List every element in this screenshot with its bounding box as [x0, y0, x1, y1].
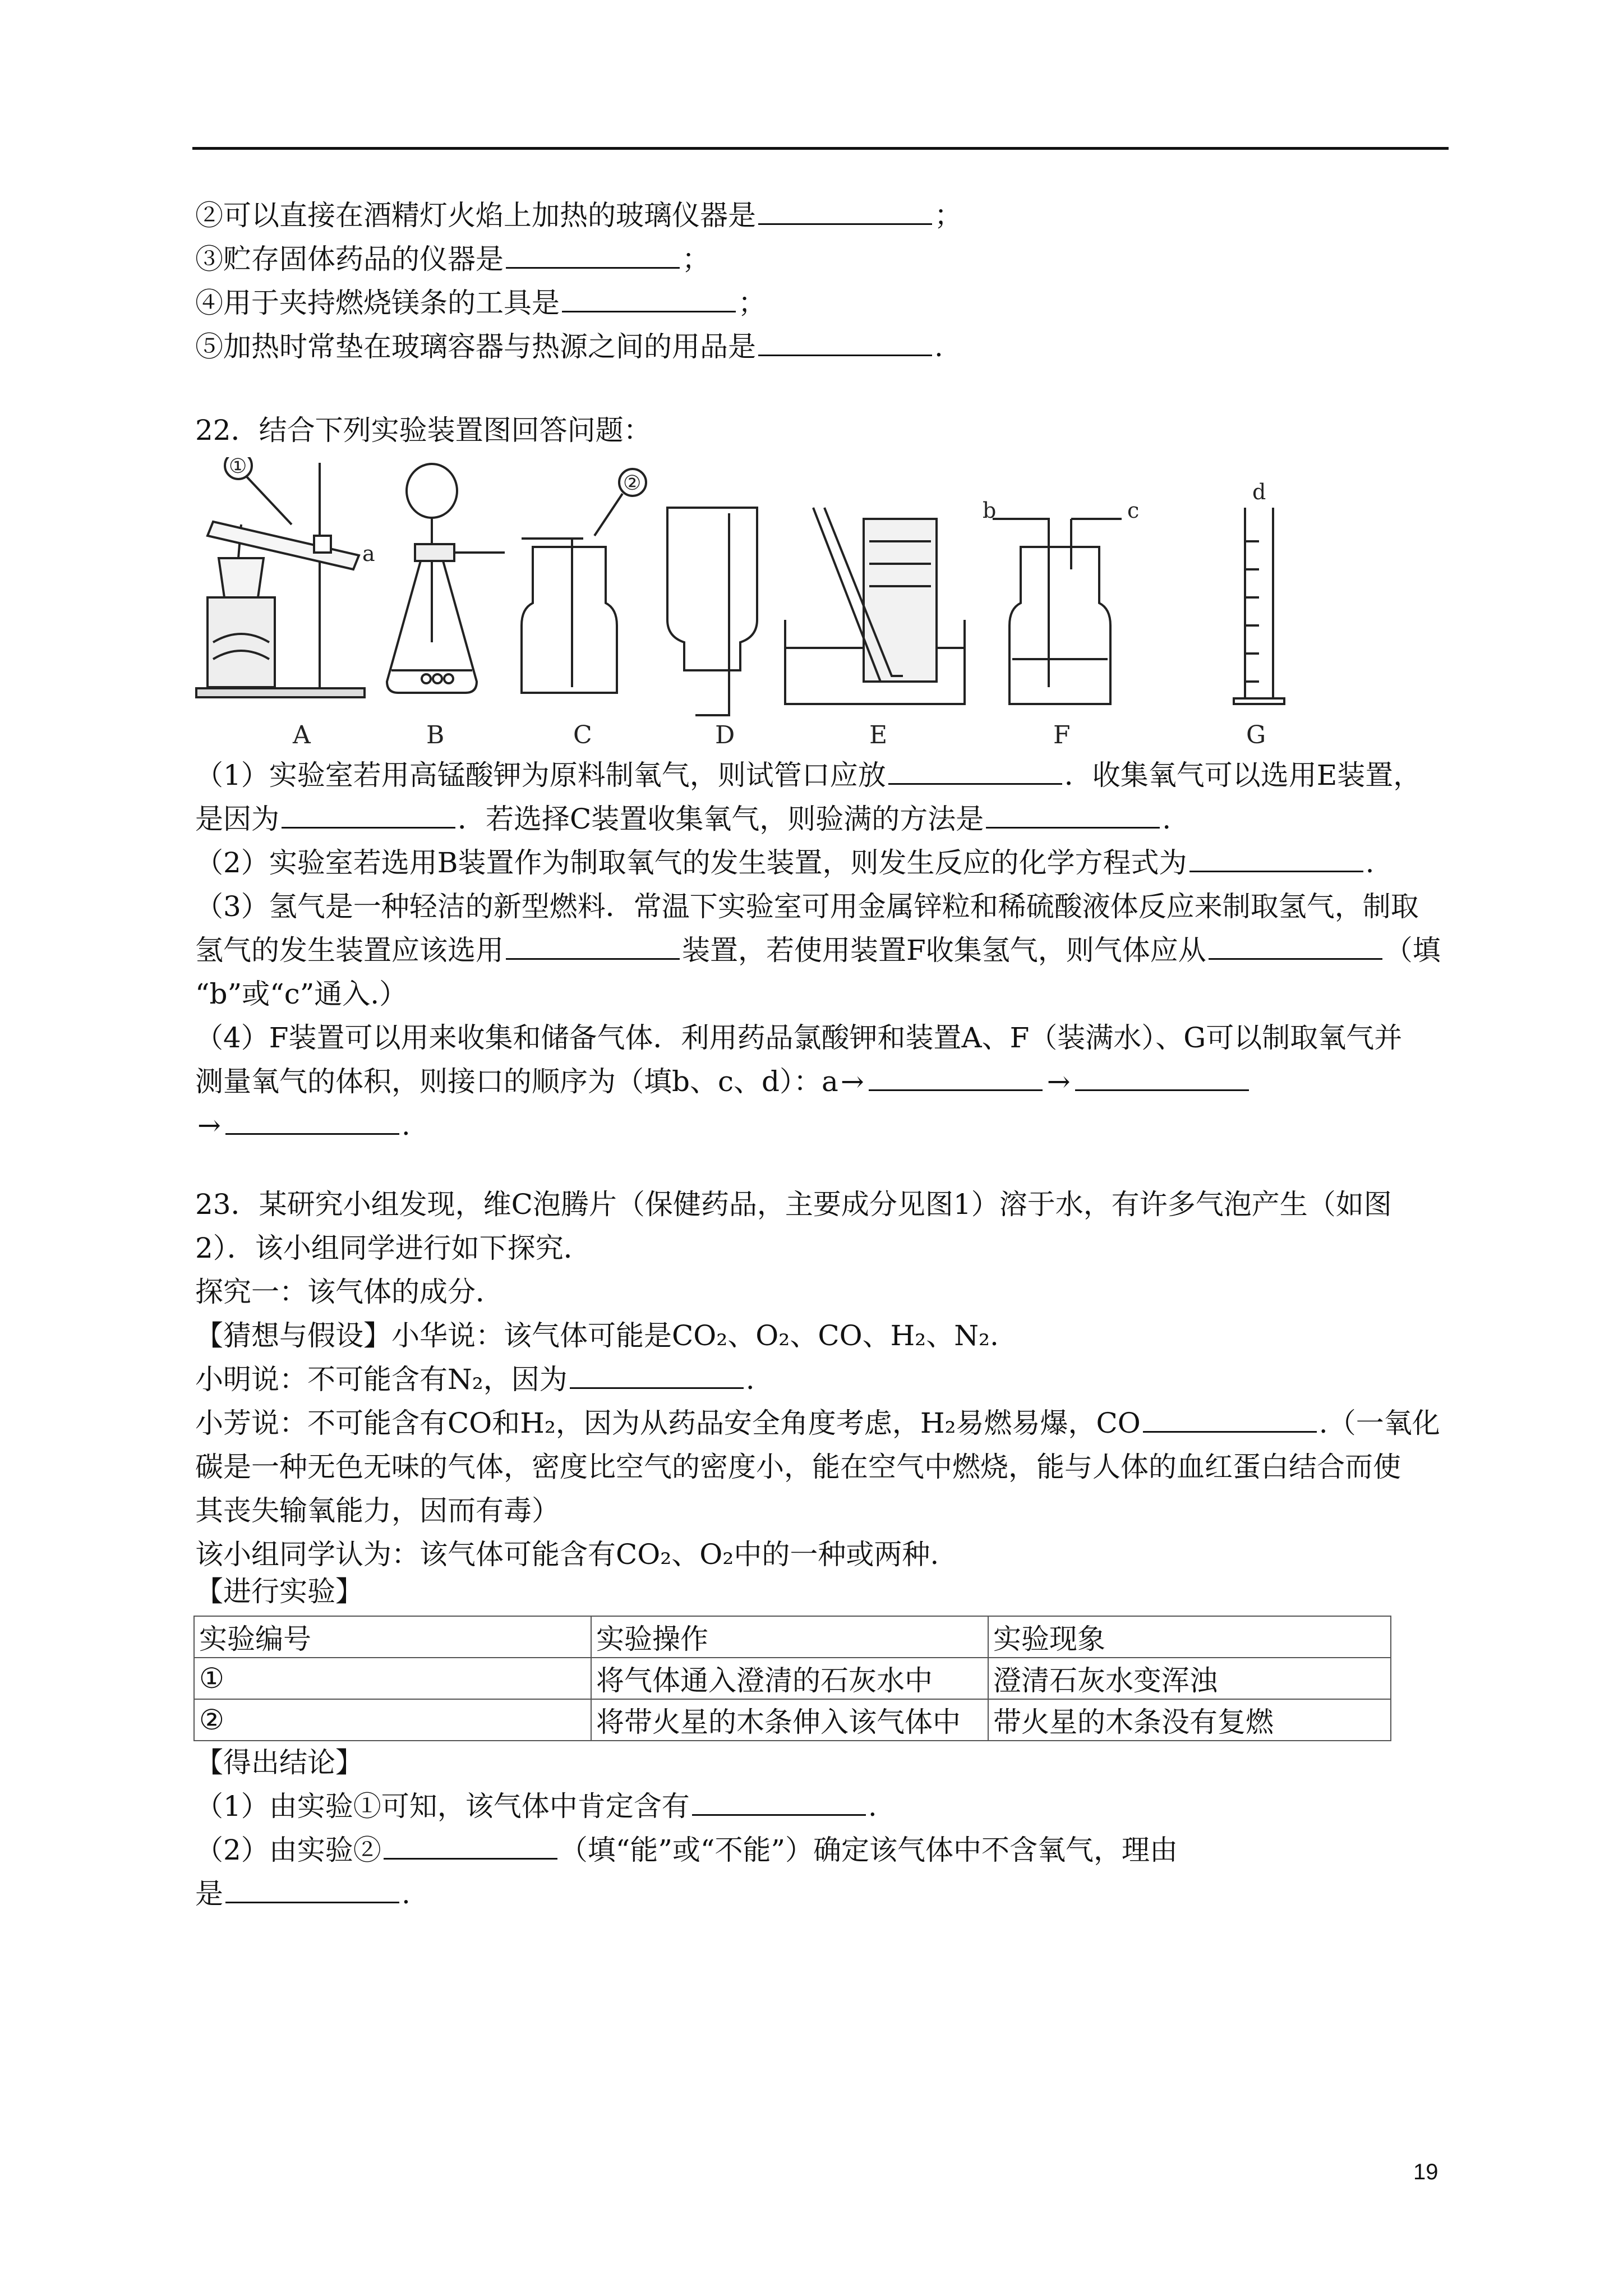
page-number: 19 [1413, 2160, 1438, 2184]
answer-blank[interactable] [758, 199, 932, 225]
mark-d: d [1252, 480, 1266, 504]
arrow-icon: → [1046, 1065, 1071, 1098]
answer-blank[interactable] [758, 330, 932, 356]
q23-xiaofang: 小芳说：不可能含有CO和H₂，因为从药品安全角度考虑，H₂易燃易爆，CO .（一氧化 [195, 1407, 1440, 1439]
apparatus-c [522, 469, 646, 693]
q23-line1: 23．某研究小组发现，维C泡腾片（保健药品，主要成分见图1）溶于水，有许多气泡产生（如图 [195, 1188, 1392, 1221]
q21-line-3: ③贮存固体药品的仪器是 ； [195, 243, 710, 275]
table-cell: 将带火星的木条伸入该气体中 [591, 1699, 988, 1741]
q23-conclusion-heading: 【得出结论】 [195, 1746, 363, 1779]
label-a: A [293, 721, 311, 749]
answer-blank[interactable] [1143, 1406, 1317, 1433]
q23-line2: 2）．该小组同学进行如下探究． [195, 1232, 592, 1264]
answer-blank[interactable] [384, 1833, 557, 1860]
mark-two: ② [623, 472, 642, 495]
table-header-row [194, 1616, 1391, 1658]
answer-blank[interactable] [1209, 933, 1382, 960]
answer-blank[interactable] [562, 286, 736, 312]
answer-blank[interactable] [282, 802, 455, 829]
label-b: B [426, 721, 445, 749]
q23-xiaoming: 小明说：不可能含有N₂，因为 . [195, 1363, 755, 1396]
answer-blank[interactable] [506, 242, 680, 269]
q21-line-5: ⑤加热时常垫在玻璃容器与热源之间的用品是 . [195, 330, 943, 363]
answer-blank[interactable] [1075, 1065, 1249, 1091]
q23-line3: 探究一：该气体的成分． [195, 1276, 504, 1308]
table-cell: ① [194, 1658, 591, 1699]
q22-part3-line3: “b”或“c”通入.） [195, 978, 408, 1010]
apparatus-figure [191, 457, 1301, 749]
q22-part4-line1: （4）F装置可以用来收集和储备气体．利用药品氯酸钾和装置A、F（装满水）、G可以制取氧气并 [195, 1022, 1403, 1054]
q22-title: 22．结合下列实验装置图回答问题： [195, 414, 652, 447]
q23-conclusion-3: 是 . [195, 1878, 411, 1910]
arrow-icon: → [840, 1065, 864, 1098]
answer-blank[interactable] [692, 1789, 866, 1816]
q23-line8: 其丧失输氧能力，因而有毒） [195, 1494, 560, 1527]
answer-blank[interactable] [225, 1108, 399, 1135]
table-cell: ② [194, 1699, 591, 1741]
answer-blank[interactable] [869, 1065, 1043, 1091]
q22-part4-line3: → . [195, 1107, 411, 1143]
q22-part4-line2: 测量氧气的体积，则接口的顺序为（填b、c、d）：a→ → [195, 1064, 1251, 1099]
label-f: F [1053, 721, 1071, 749]
label-c: C [573, 721, 592, 749]
answer-blank[interactable] [888, 758, 1062, 785]
table-cell: 将气体通入澄清的石灰水中 [591, 1658, 988, 1699]
mark-b: b [983, 498, 997, 523]
table-header-cell: 实验现象 [988, 1616, 1391, 1658]
apparatus-f [993, 519, 1122, 704]
mark-a: a [362, 541, 375, 566]
table-row [194, 1699, 1391, 1741]
header-rule [192, 147, 1449, 150]
q23-conclusion-1: （1）由实验①可知，该气体中肯定含有 . [195, 1790, 877, 1823]
q23-conclusion-2: （2）由实验② （填“能”或“不能”）确定该气体中不含氧气，理由 [195, 1834, 1178, 1866]
apparatus-b [387, 464, 505, 693]
apparatus-d [667, 508, 757, 715]
q23-line7: 碳是一种无色无味的气体，密度比空气的密度小，能在空气中燃烧，能与人体的血红蛋白结合而使 [195, 1451, 1401, 1483]
label-e: E [869, 721, 888, 749]
q22-part3-line2: 氢气的发生装置应该选用 装置，若使用装置F收集氢气，则气体应从 （填 [195, 934, 1441, 967]
mark-c: c [1127, 498, 1140, 523]
label-d: D [715, 721, 735, 749]
q23-line9: 该小组同学认为：该气体可能含有CO₂、O₂中的一种或两种. [195, 1538, 939, 1571]
q22-part1-line2: 是因为 ．若选择C装置收集氧气，则验满的方法是 . [195, 803, 1172, 835]
answer-blank[interactable] [1189, 846, 1363, 872]
apparatus-a [196, 457, 365, 697]
table-header-cell: 实验操作 [591, 1616, 988, 1658]
table-row [194, 1658, 1391, 1699]
q23-experiment-heading: 【进行实验】 [195, 1575, 363, 1608]
q22-part1-line1: （1）实验室若用高锰酸钾为原料制氧气，则试管口应放 ．收集氧气可以选用E装置， [195, 759, 1422, 792]
q22-part3-line1: （3）氢气是一种轻洁的新型燃料．常温下实验室可用金属锌粒和稀硫酸液体反应来制取氢气，制取 [195, 890, 1419, 923]
answer-blank[interactable] [506, 933, 680, 960]
q23-hypothesis: 【猜想与假设】小华说：该气体可能是CO₂、O₂、CO、H₂、N₂. [195, 1319, 999, 1352]
table-cell: 澄清石灰水变浑浊 [988, 1658, 1391, 1699]
apparatus-e [785, 508, 965, 704]
table-cell: 带火星的木条没有复燃 [988, 1699, 1391, 1741]
table-header-cell: 实验编号 [194, 1616, 591, 1658]
q21-line-2: ②可以直接在酒精灯火焰上加热的玻璃仪器是 ； [195, 199, 962, 232]
answer-blank[interactable] [986, 802, 1160, 829]
arrow-icon: → [197, 1109, 221, 1142]
mark-one: ① [229, 457, 247, 478]
answer-blank[interactable] [225, 1877, 399, 1903]
q22-part2: （2）实验室若选用B装置作为制取氧气的发生装置，则发生反应的化学方程式为 . [195, 846, 1375, 879]
experiment-table [193, 1616, 1391, 1741]
apparatus-g [1234, 508, 1284, 704]
label-g: G [1246, 721, 1266, 749]
q21-line-4: ④用于夹持燃烧镁条的工具是 ； [195, 287, 766, 319]
answer-blank[interactable] [570, 1363, 744, 1389]
